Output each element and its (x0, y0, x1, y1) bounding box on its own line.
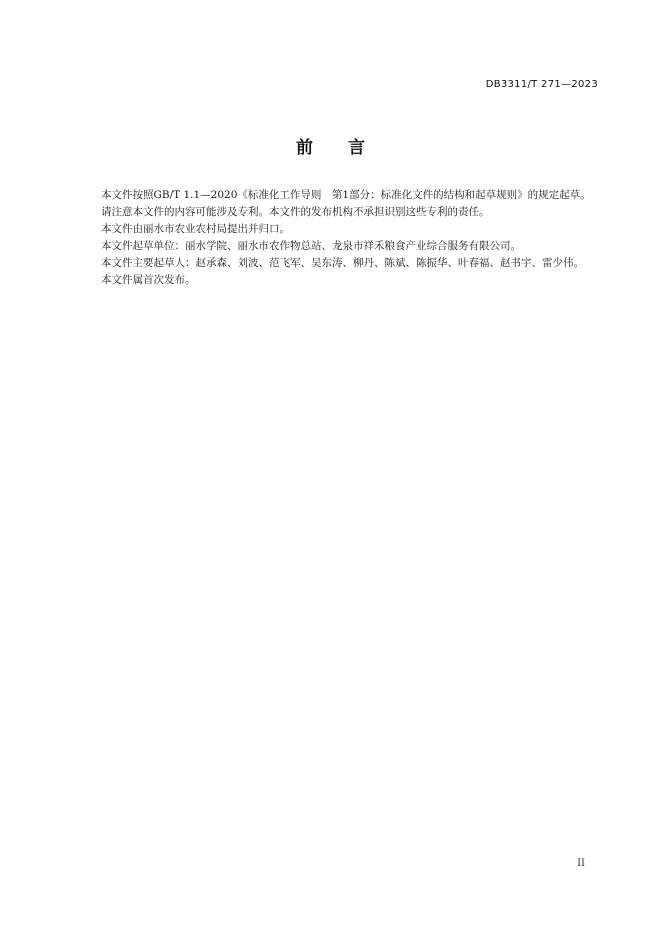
document-code: DB3311/T 271—2023 (485, 79, 598, 90)
page-title (0, 133, 662, 158)
paragraph-first-release: 本文件属首次发布。 (101, 274, 196, 286)
paragraph-drafting-basis: 本文件按照GB/T 1.1—2020《标准化工作导则 第1部分：标准化文件的结构和起草规则》的规定起草。 (101, 189, 591, 201)
paragraph-drafters: 本文件主要起草人：赵承森、刘波、范飞军、吴东涛、柳丹、陈斌、陈振华、叶春福、赵书宇、雷少伟。 (101, 257, 584, 269)
foreword-body (80, 187, 600, 289)
paragraph-proposer: 本文件由丽水市农业农村局提出并归口。 (101, 223, 290, 235)
paragraph-drafting-units: 本文件起草单位：丽水学院、丽水市农作物总站、龙泉市祥禾粮食产业综合服务有限公司。 (101, 240, 521, 252)
title-part-1: 前 (296, 138, 314, 158)
title-part-2: 言 (348, 138, 366, 158)
paragraph-patent-notice: 请注意本文件的内容可能涉及专利。本文件的发布机构不承担识别这些专利的责任。 (101, 206, 490, 218)
page-number: II (577, 858, 585, 869)
